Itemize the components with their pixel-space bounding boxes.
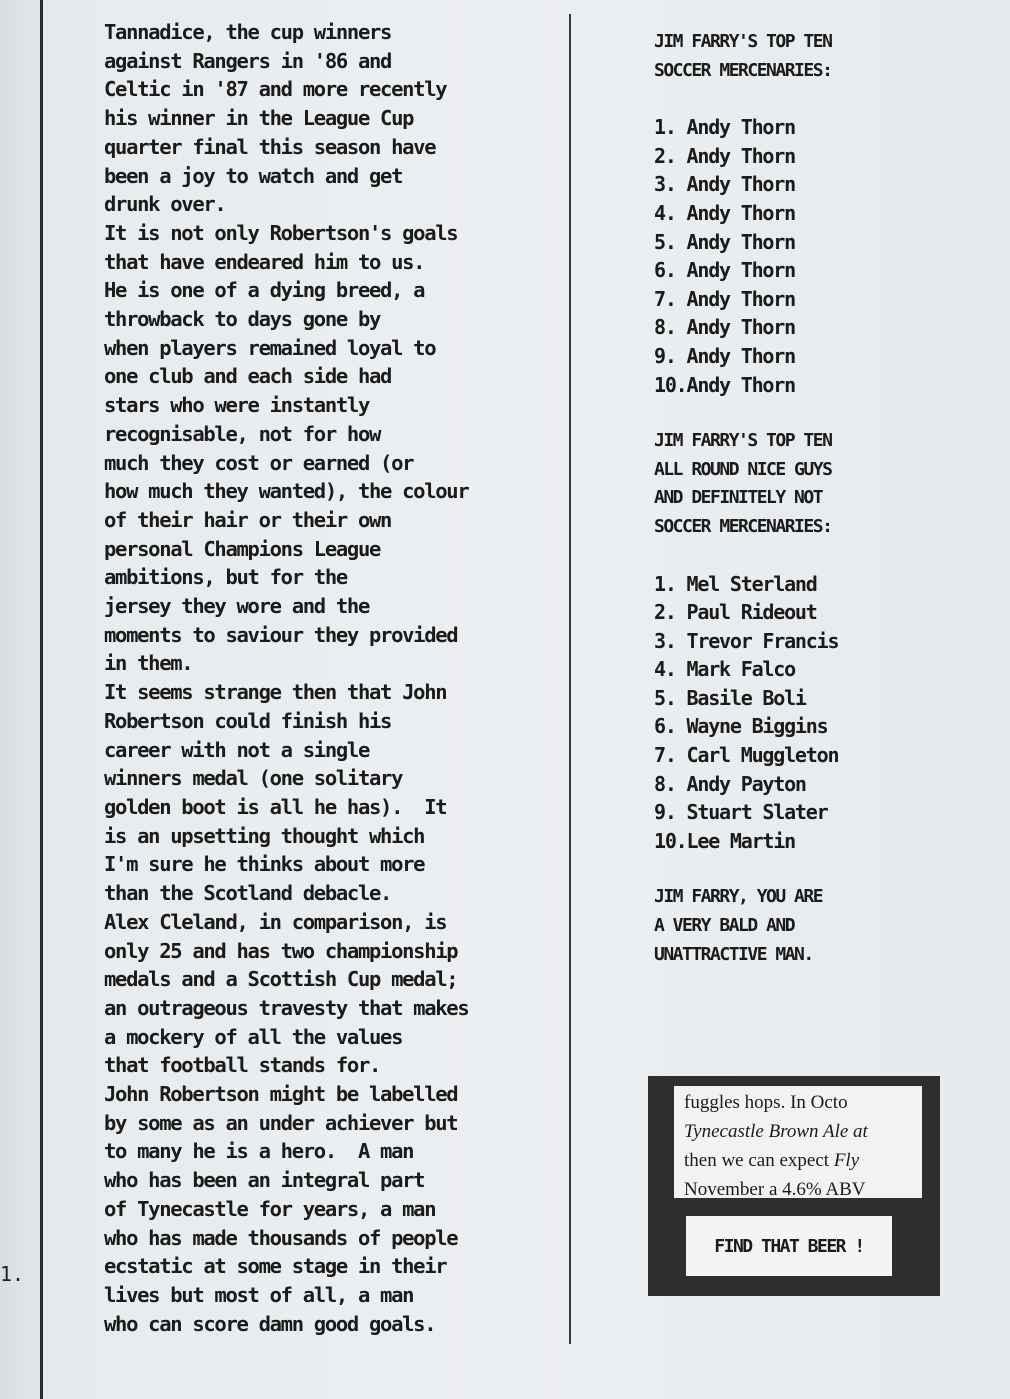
article-line: of Tynecastle for years, a man <box>104 1196 436 1221</box>
clip-line: then we can expect Fly <box>684 1150 860 1171</box>
list-item: 4. Mark Falco <box>654 657 795 682</box>
article-column <box>104 18 554 1338</box>
article-line: is an upsetting thought which <box>104 823 425 848</box>
article-line: who can score damn good goals. <box>104 1311 436 1336</box>
article-line: one club and each side had <box>104 364 392 389</box>
article-line: ambitions, but for the <box>104 565 347 590</box>
article-line: Robertson could finish his <box>104 708 392 733</box>
article-line: much they cost or earned (or <box>104 450 414 475</box>
list-item: 8. Andy Thorn <box>654 315 795 340</box>
article-line: quarter final this season have <box>104 134 436 159</box>
article-line: who has been an integral part <box>104 1168 425 1193</box>
article-line: It seems strange then that John <box>104 680 447 705</box>
clip-line: fuggles hops. In Octo <box>684 1092 848 1113</box>
article-line: I'm sure he thinks about more <box>104 852 425 877</box>
article-line: recognisable, not for how <box>104 421 381 446</box>
article-line: ecstatic at some stage in their <box>104 1254 447 1279</box>
article-line: only 25 and has two championship <box>104 938 458 963</box>
article-line: been a joy to watch and get <box>104 163 403 188</box>
find-that-beer-label: FIND THAT BEER ! <box>686 1216 892 1276</box>
article-line: career with not a single <box>104 737 370 762</box>
column-divider <box>569 14 571 1344</box>
article-line: drunk over. <box>104 192 226 217</box>
closing-statement: JIM FARRY, YOU ARE A VERY BALD AND UNATTRACTIVE MAN. <box>654 886 823 965</box>
list-item: 5. Basile Boli <box>654 685 806 710</box>
mercenaries-heading: JIM FARRY'S TOP TEN SOCCER MERCENARIES: <box>654 31 832 81</box>
list-item: 6. Andy Thorn <box>654 258 795 283</box>
article-line: when players remained loyal to <box>104 335 436 360</box>
clip-line: November a 4.6% ABV <box>684 1179 866 1198</box>
mercenaries-list <box>654 113 954 399</box>
article-line: by some as an under achiever but <box>104 1110 458 1135</box>
list-item: 3. Trevor Francis <box>654 628 839 653</box>
article-line: how much they wanted), the colour <box>104 479 469 504</box>
nice-guys-heading: JIM FARRY'S TOP TEN ALL ROUND NICE GUYS AND DEFINITELY NOT SOCCER MERCENARIES: <box>654 430 832 537</box>
list-item: 3. Andy Thorn <box>654 172 795 197</box>
list-item: 7. Carl Muggleton <box>654 743 839 768</box>
article-line: medals and a Scottish Cup medal; <box>104 967 458 992</box>
margin-mark: 1. <box>0 1262 25 1286</box>
article-line: that have endeared him to us. <box>104 249 425 274</box>
list-item: 6. Wayne Biggins <box>654 714 828 739</box>
article-line: moments to saviour they provided <box>104 622 458 647</box>
clip-line: Tynecastle Brown Ale at <box>684 1121 868 1142</box>
article-line: who has made thousands of people <box>104 1225 458 1250</box>
list-item: 2. Andy Thorn <box>654 143 795 168</box>
article-line: winners medal (one solitary <box>104 766 403 791</box>
article-line: golden boot is all he has). It <box>104 794 447 819</box>
article-line: that football stands for. <box>104 1053 381 1078</box>
article-line: a mockery of all the values <box>104 1024 403 1049</box>
article-line: Tannadice, the cup winners <box>104 20 392 44</box>
article-line: an outrageous travesty that makes <box>104 995 469 1020</box>
list-item: 7. Andy Thorn <box>654 286 795 311</box>
left-margin-rule <box>40 0 43 1399</box>
list-item: 5. Andy Thorn <box>654 229 795 254</box>
article-line: stars who were instantly <box>104 393 370 418</box>
article-line: personal Champions League <box>104 536 381 561</box>
article-line: throwback to days gone by <box>104 307 381 332</box>
article-line: his winner in the League Cup <box>104 106 414 131</box>
list-item: 2. Paul Rideout <box>654 600 817 625</box>
list-item: 10.Lee Martin <box>654 828 795 853</box>
article-line: It is not only Robertson's goals <box>104 220 458 245</box>
article-line: Alex Cleland, in comparison, is <box>104 909 447 934</box>
article-line: lives but most of all, a man <box>104 1282 414 1307</box>
article-line: jersey they wore and the <box>104 594 370 619</box>
list-item: 4. Andy Thorn <box>654 200 795 225</box>
article-line: to many he is a hero. A man <box>104 1139 414 1164</box>
list-item: 1. Andy Thorn <box>654 115 795 140</box>
advert-clipping <box>674 1086 922 1198</box>
list-item: 9. Andy Thorn <box>654 343 795 368</box>
article-line: He is one of a dying breed, a <box>104 278 425 303</box>
article-line: in them. <box>104 651 193 676</box>
article-line: Celtic in '87 and more recently <box>104 77 447 102</box>
sidebar-column <box>654 28 954 969</box>
article-line: of their hair or their own <box>104 507 392 532</box>
list-item: 10.Andy Thorn <box>654 372 795 397</box>
article-line: than the Scotland debacle. <box>104 881 392 906</box>
list-item: 8. Andy Payton <box>654 771 806 796</box>
article-line: against Rangers in '86 and <box>104 48 392 73</box>
beer-advert <box>648 1076 940 1296</box>
article-line: John Robertson might be labelled <box>104 1082 458 1107</box>
list-item: 9. Stuart Slater <box>654 800 828 825</box>
list-item: 1. Mel Sterland <box>654 571 817 596</box>
nice-guys-list <box>654 570 954 856</box>
